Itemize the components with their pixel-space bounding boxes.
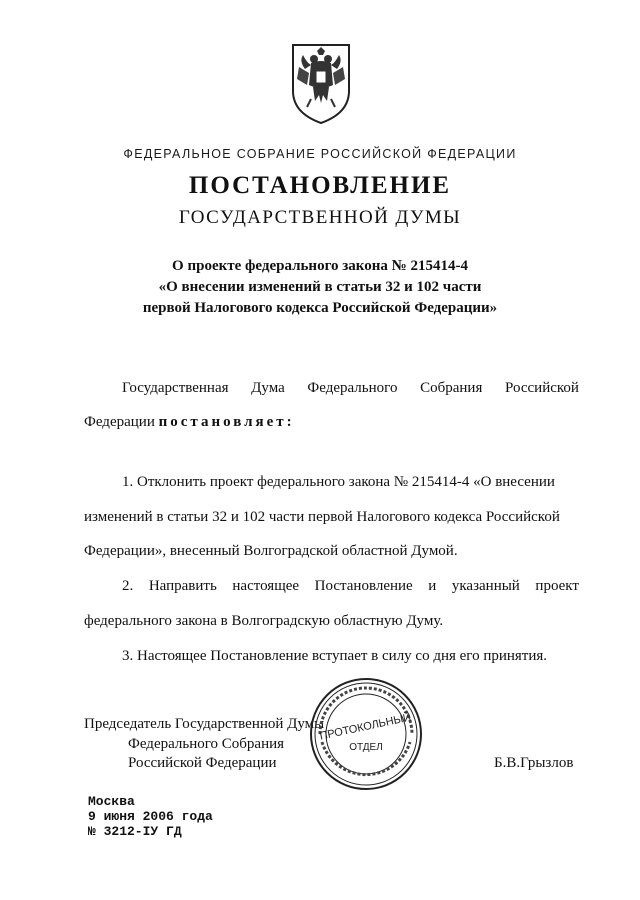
preamble-word: Федерального [307,380,398,396]
item-2-word: Направить [148,578,217,594]
decision-verb: постановляет: [158,414,295,430]
footer-number: № 3212-IУ ГД [88,824,182,839]
item-3-line-1: 3. Настоящее Постановление вступает в силу со дня его принятия. [122,648,548,664]
item-2-word: 2. [122,578,134,594]
subject-line-1: О проекте федерального закона № 215414-4 [172,258,468,274]
item-1-line-1: 1. Отклонить проект федерального закона № 215414-4 «О внесении [122,474,555,490]
item-1-line-2: изменений в статьи 32 и 102 части первой Налогового кодекса Российской [84,509,560,525]
footer-city: Москва [88,794,135,809]
document-type: ПОСТАНОВЛЕНИЕ [188,172,452,199]
signatory-title-line-2: Федерального Собрания [128,736,285,752]
stamp-center-top: ПРОТОКОЛЬНЫЙ [318,711,413,743]
item-2-line-2: федерального закона в Волгоградскую областную Думу. [84,613,444,629]
preamble-subject: Федерации [84,414,159,430]
item-2-word: проект [535,578,579,594]
signatory-title-line-1: Председатель Государственной Думы [84,716,325,732]
official-stamp [308,676,424,792]
stamp-center-bottom: ОТДЕЛ [349,742,383,753]
subject-line-3: первой Налогового кодекса Российской Федерации» [142,300,498,316]
preamble-word: Российской [505,380,579,396]
document-footer [88,794,213,839]
document-issuer: ГОСУДАРСТВЕННОЙ ДУМЫ [178,207,462,228]
item-2-word: и [428,578,437,594]
footer-date: 9 июня 2006 года [88,809,213,824]
subject-line-2: «О внесении изменений в статьи 32 и 102 части [158,279,482,295]
item-2-word: Постановление [314,578,413,594]
assembly-name: ФЕДЕРАЛЬНОЕ СОБРАНИЕ РОССИЙСКОЙ ФЕДЕРАЦИИ [123,147,517,161]
item-2-word: настоящее [232,578,300,594]
item-1-line-3: Федерации», внесенный Волгоградской областной Думой. [84,543,458,559]
signatory-name: Б.В.Грызлов [494,755,574,771]
preamble-word: Государственная [122,380,229,396]
preamble-word: Собрания [420,380,483,396]
preamble-word: Дума [251,380,285,396]
signatory-title-line-3: Российской Федерации [128,755,277,771]
item-2-word: указанный [451,578,520,594]
